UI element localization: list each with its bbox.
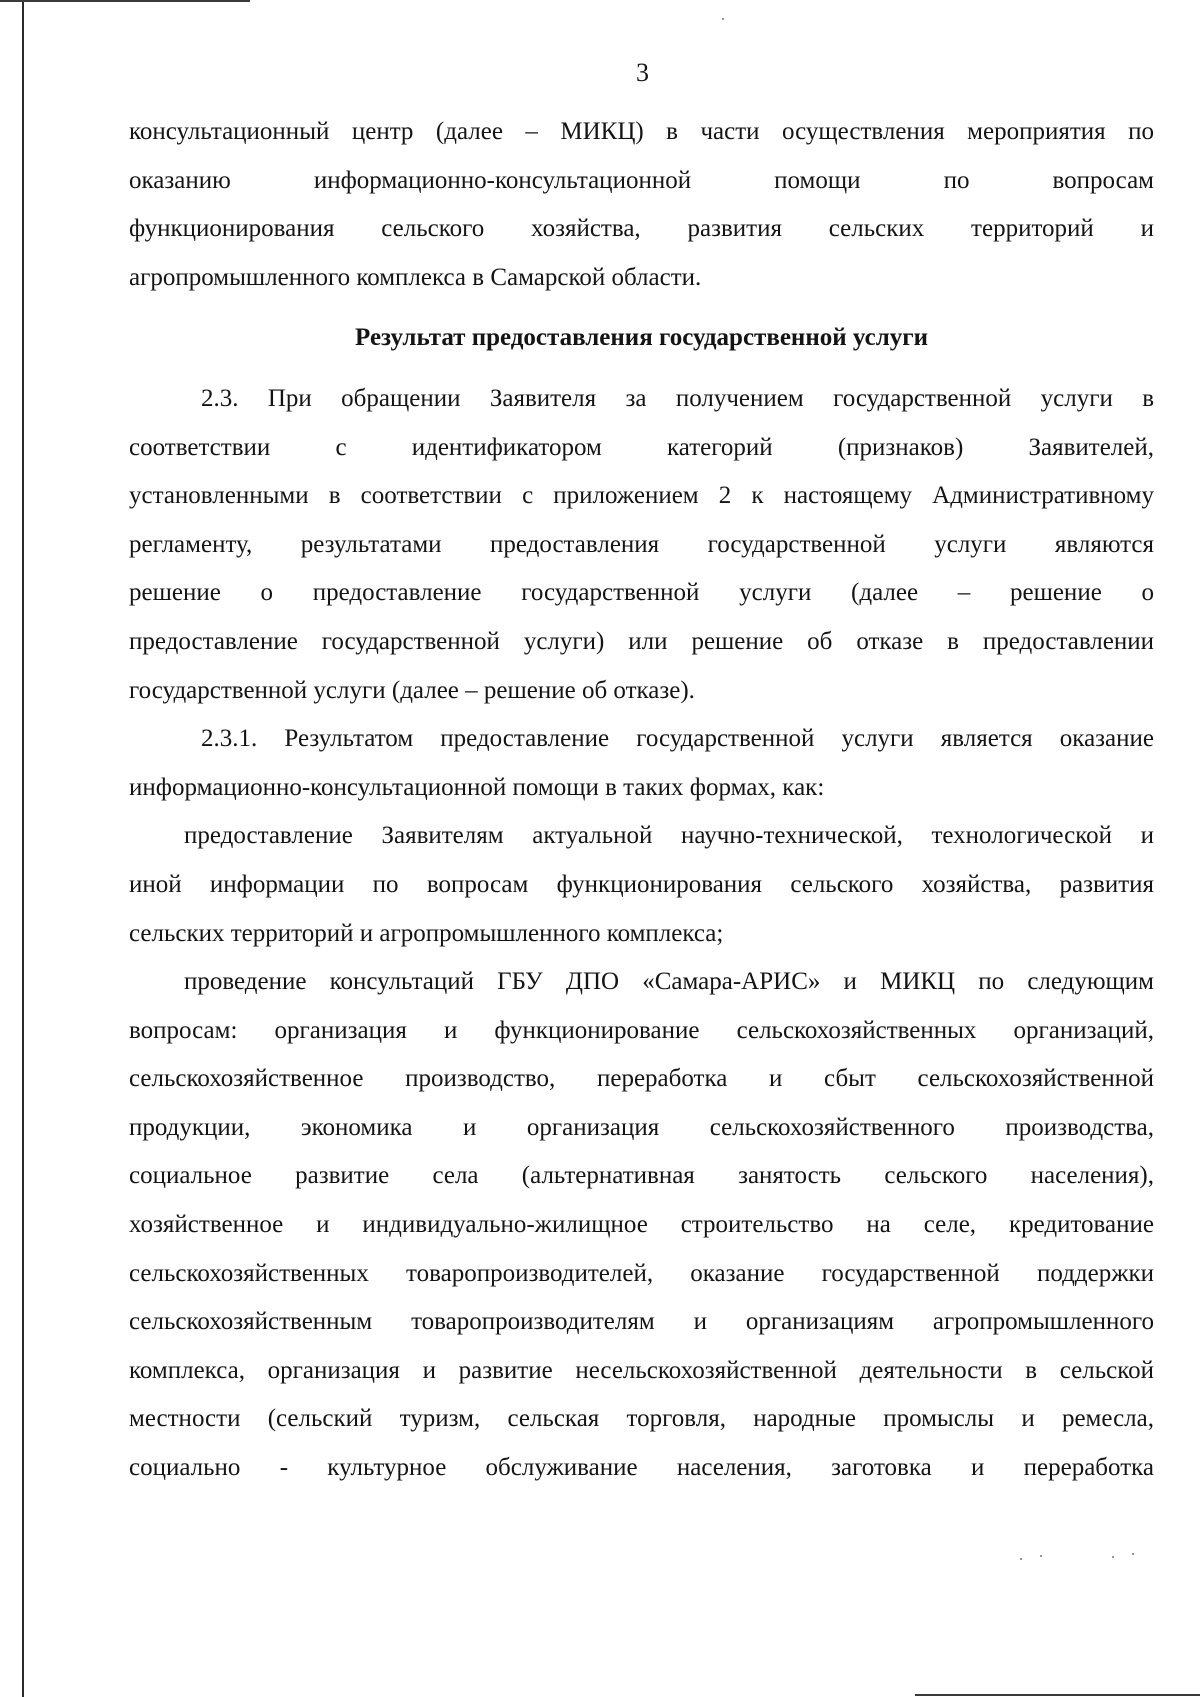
document-body [129,108,1154,1493]
text-line: социальное развитие села (альтернативная занятость сельского населения), [129,1162,1154,1190]
scan-speck [722,18,724,20]
text-line: проведение консультаций ГБУ ДПО «Самара-АРИС» и МИКЦ по следующим [184,968,1154,996]
text-line: соответствии с идентификатором категорий (признаков) Заявителей, [129,433,1154,461]
text-line: социально - культурное обслуживание населения, заготовка и переработка [129,1454,1154,1482]
text-line: 2.3.1. Результатом предоставление государственной услуги является оказание [201,725,1154,753]
text-line: сельскохозяйственное производство, переработка и сбыт сельскохозяйственной [129,1065,1154,1093]
text-line: установленными в соответствии с приложением 2 к настоящему Административному [129,482,1154,510]
text-line: оказанию информационно-консультационной помощи по вопросам [129,166,1154,194]
text-line: информационно-консультационной помощи в таких формах, как: [129,773,825,801]
text-line: хозяйственное и индивидуально-жилищное строительство на селе, кредитование [129,1211,1154,1239]
scan-speck [1112,1556,1114,1558]
scan-edge-bottom [915,1694,1200,1696]
scan-speck [1132,1553,1134,1555]
text-line: агропромышленного комплекса в Самарской области. [129,263,702,291]
scan-speck [1040,1555,1042,1557]
text-line: консультационный центр (далее – МИКЦ) в части осуществления мероприятия по [129,118,1154,145]
text-line: государственной услуги (далее – решение об отказе). [129,676,695,704]
page-number: 3 [636,58,649,87]
text-line: вопросам: организация и функционирование сельскохозяйственных организаций, [129,1016,1154,1044]
text-line: сельскохозяйственных товаропроизводителей, оказание государственной поддержки [129,1259,1154,1287]
text-line: 2.3. При обращении Заявителя за получением государственной услуги в [201,384,1154,412]
text-line: сельских территорий и агропромышленного комплекса; [129,919,724,947]
text-line: сельскохозяйственным товаропроизводителям и организациям агропромышленного [129,1308,1154,1336]
scan-edge-left [22,0,24,1697]
section-heading: Результат предоставления государственной услуги [355,324,928,352]
text-line: местности (сельский туризм, сельская торговля, народные промыслы и ремесла, [129,1405,1154,1433]
text-line: функционирования сельского хозяйства, развития сельских территорий и [129,215,1154,243]
text-line: продукции, экономика и организация сельскохозяйственного производства, [129,1113,1154,1141]
text-line: комплекса, организация и развитие несельскохозяйственной деятельности в сельской [129,1356,1154,1384]
text-line: предоставление государственной услуги) или решение об отказе в предоставлении [129,627,1154,655]
scan-edge-top [0,0,250,2]
text-line: решение о предоставление государственной услуги (далее – решение о [129,579,1154,607]
text-line: регламенту, результатами предоставления государственной услуги являются [129,530,1154,558]
text-line: иной информации по вопросам функционирования сельского хозяйства, развития [129,870,1154,898]
text-line: предоставление Заявителям актуальной научно-технической, технологической и [184,822,1154,850]
scan-speck [1020,1558,1022,1560]
